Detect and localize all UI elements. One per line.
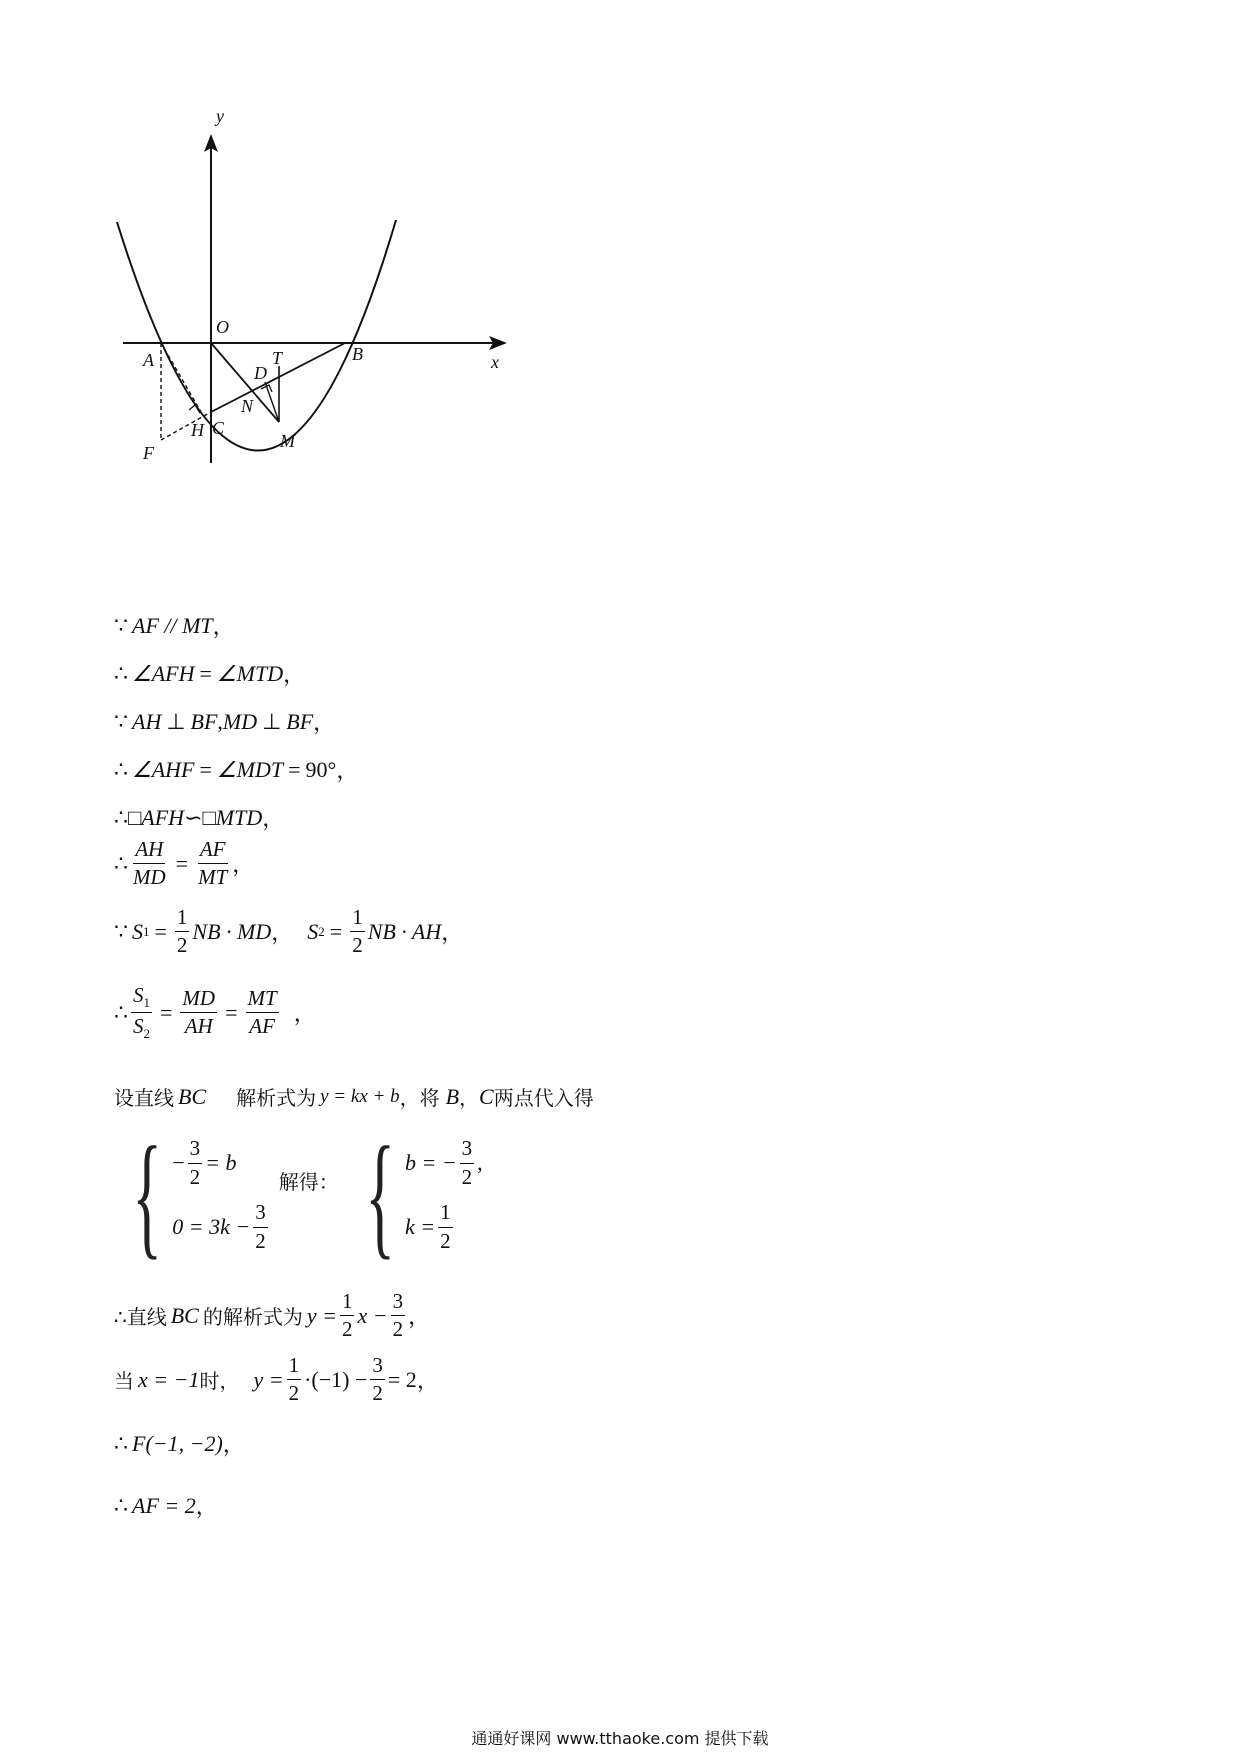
numerator: 1	[287, 1354, 302, 1380]
sep: ,	[217, 708, 223, 734]
line-md	[265, 382, 279, 422]
equation-system	[114, 1118, 483, 1271]
solution-row-2	[405, 1197, 483, 1257]
fraction-mt-af	[246, 987, 279, 1038]
equals: =	[329, 918, 343, 944]
angle-afh: ∠AFH	[132, 660, 195, 686]
comma: ，	[195, 1494, 218, 1519]
subscript-1: 1	[143, 995, 150, 1010]
denominator: 2	[440, 1228, 451, 1253]
denominator: 2	[341, 1317, 353, 1342]
numerator	[131, 984, 152, 1013]
line-similar	[114, 802, 284, 833]
left-brace: {	[364, 1118, 395, 1271]
x-minus: x −	[357, 1302, 388, 1328]
text-two-points: 两点代入得	[493, 1086, 594, 1110]
label-t: T	[272, 348, 283, 368]
subscript-1: 1	[143, 923, 150, 939]
equals: =	[154, 918, 167, 944]
point-f-coords: F(−1, −2)	[132, 1430, 223, 1456]
text-expression-is: 的解析式为	[202, 1305, 303, 1330]
result: = 2	[387, 1366, 417, 1392]
equals: =	[288, 756, 301, 782]
line-bc-expression	[114, 1290, 430, 1341]
equation-kx-b: y = kx + b	[320, 1085, 400, 1107]
seg-bf-2: BF	[286, 708, 314, 734]
denominator: 2	[189, 1164, 201, 1189]
denominator: AF	[249, 1014, 275, 1039]
fraction-half-2	[350, 906, 365, 957]
seg-ah: AH	[132, 708, 162, 734]
line-when-x	[114, 1354, 439, 1405]
denominator: 2	[288, 1381, 300, 1406]
subscript-2: 2	[318, 923, 325, 939]
fraction-md-ah	[180, 987, 217, 1038]
label-b: B	[352, 344, 363, 364]
line-perpendicular	[114, 706, 335, 737]
comma: ，	[293, 1001, 316, 1027]
label-f: F	[143, 443, 154, 463]
area-s: S	[307, 918, 319, 944]
angle-ahf: ∠AHF	[132, 756, 195, 782]
area-s: S	[132, 918, 143, 944]
denominator: 2	[461, 1164, 473, 1189]
parabola-curve	[117, 220, 396, 451]
similar-symbol: ∽	[184, 804, 203, 830]
comma: ，	[262, 806, 285, 831]
therefore-symbol: ∴	[114, 999, 128, 1025]
fraction-three-halves	[391, 1290, 406, 1341]
ninety-degrees: 90°	[305, 756, 337, 782]
numerator: 3	[253, 1201, 268, 1227]
label-a: A	[143, 350, 154, 370]
therefore-symbol: ∴	[114, 850, 128, 876]
parabola-figure	[115, 100, 575, 520]
numerator: 1	[438, 1201, 453, 1227]
x-equals-minus-one: x = −1	[138, 1366, 200, 1392]
numerator: 3	[391, 1290, 406, 1316]
numerator: AF	[198, 838, 228, 864]
comma: ，	[416, 1368, 439, 1394]
comma: ，	[336, 758, 359, 783]
line-ratio	[114, 838, 254, 889]
equals-b: = b	[205, 1150, 237, 1175]
fraction-three-halves-3	[460, 1137, 475, 1188]
point-b: B	[445, 1083, 460, 1109]
seg-md: MD	[222, 708, 258, 734]
numerator: 1	[340, 1290, 355, 1316]
denominator: MT	[198, 865, 228, 890]
times-minus-one: ·(−1) −	[304, 1366, 368, 1392]
equals: =	[199, 660, 212, 686]
perp-symbol: ⊥	[166, 708, 186, 734]
af-equals-two: AF = 2	[132, 1492, 196, 1518]
text-time: 时，	[199, 1369, 240, 1394]
comma: ，	[232, 852, 255, 878]
fraction-three-halves-2	[253, 1201, 268, 1252]
k-equals: k =	[404, 1214, 436, 1239]
label-x: x	[491, 352, 499, 372]
comma: ，	[313, 710, 336, 735]
label-h: H	[191, 420, 204, 440]
denominator: 2	[352, 933, 363, 958]
denominator: 2	[372, 1381, 383, 1406]
comma: ，	[283, 662, 306, 687]
y-equals: y =	[253, 1366, 284, 1392]
line-areas	[114, 906, 463, 957]
numerator: AH	[133, 838, 165, 864]
equals: =	[175, 850, 189, 876]
fraction-one-half	[438, 1201, 453, 1252]
triangle-afh: AFH	[141, 804, 185, 830]
numerator: MD	[180, 987, 217, 1013]
zero-eq-3k: 0 = 3k −	[172, 1214, 251, 1239]
therefore-symbol: ∴	[114, 660, 128, 686]
comma: ，	[271, 920, 294, 946]
b-equals: b = −	[404, 1150, 457, 1175]
equals: =	[160, 999, 173, 1025]
angle-mdt: ∠MDT	[216, 756, 284, 782]
equals: =	[225, 999, 238, 1025]
therefore-symbol: ∴	[114, 1430, 128, 1456]
product-nb-md: NB · MD	[192, 918, 272, 944]
fraction-af-mt	[196, 838, 229, 889]
comma: ,	[477, 1150, 483, 1175]
text-substitute: ，将	[399, 1086, 440, 1110]
system-left	[114, 1118, 271, 1271]
product-nb-ah: NB · AH	[367, 918, 442, 944]
text-expression-is: 解析式为	[236, 1086, 317, 1110]
comma: ，	[408, 1304, 431, 1330]
because-symbol: ∵	[114, 708, 128, 734]
label-m: M	[280, 431, 295, 451]
system-solution	[347, 1118, 483, 1271]
denominator: AH	[184, 1014, 213, 1039]
denominator: MD	[133, 865, 166, 890]
numerator: 3	[188, 1137, 203, 1163]
denominator: 2	[392, 1317, 404, 1342]
line-angle-equal	[114, 658, 305, 689]
perp-symbol: ⊥	[262, 708, 282, 734]
fraction-one-half	[340, 1290, 355, 1341]
fraction-one-half	[287, 1354, 302, 1405]
therefore-symbol: ∴	[114, 804, 128, 830]
angle-mtd: ∠MTD	[216, 660, 284, 686]
equals: =	[199, 756, 212, 782]
system-row-1	[172, 1133, 270, 1193]
numerator: 3	[370, 1354, 385, 1380]
text-set-line: 设直线	[114, 1086, 174, 1110]
line-af-length	[114, 1490, 218, 1521]
page-footer: 通通好课网 www.tthaoke.com 提供下载	[471, 1729, 769, 1748]
fraction-ah-md	[131, 838, 168, 889]
text-therefore-line: ∴直线	[114, 1305, 167, 1330]
triangle-mtd: MTD	[215, 804, 263, 830]
fraction-half	[175, 906, 190, 957]
comma: ，	[212, 614, 235, 639]
point-c: C	[479, 1083, 494, 1109]
y-equals: y =	[306, 1302, 337, 1328]
fraction-three-halves	[188, 1137, 203, 1188]
label-y: y	[216, 106, 224, 126]
therefore-symbol: ∴	[114, 1492, 128, 1518]
denominator: 2	[255, 1228, 266, 1253]
line-bc-name: BC	[178, 1083, 207, 1109]
because-symbol: ∵	[114, 918, 128, 944]
numerator: 1	[175, 906, 190, 932]
label-d: D	[254, 363, 267, 383]
fraction-three-halves	[370, 1354, 385, 1405]
text-when: 当	[114, 1369, 134, 1394]
label-o: O	[216, 317, 229, 337]
area-s: S	[133, 983, 144, 1007]
denominator	[131, 1013, 152, 1041]
therefore-symbol: ∴	[114, 756, 128, 782]
comma: ，	[222, 1432, 245, 1457]
seg-bf: BF	[190, 708, 218, 734]
label-c: C	[212, 418, 225, 438]
denominator: 2	[176, 933, 188, 958]
numerator: 3	[460, 1137, 475, 1163]
comma: ，	[459, 1086, 480, 1110]
numerator: 1	[350, 906, 365, 932]
area-s: S	[133, 1014, 144, 1039]
system-rows	[172, 1133, 270, 1257]
parallel-expr: AF // MT	[132, 612, 213, 638]
line-bc-name: BC	[170, 1302, 199, 1328]
comma: ，	[441, 920, 464, 946]
line-right-angles	[114, 754, 358, 785]
because-symbol: ∵	[114, 612, 128, 638]
subscript-2: 2	[143, 1026, 150, 1042]
fraction-s1-s2	[131, 984, 152, 1042]
line-parallel	[114, 610, 235, 641]
label-n: N	[241, 396, 254, 416]
line-point-f	[114, 1428, 245, 1459]
line-set-bc	[114, 1082, 594, 1111]
text-solve: 解得：	[278, 1169, 339, 1194]
minus-sign: −	[172, 1150, 185, 1175]
left-brace: {	[132, 1118, 163, 1271]
triangle-box-1: □	[128, 804, 142, 830]
triangle-box-2: □	[202, 804, 216, 830]
system-row-2	[172, 1197, 270, 1257]
solution-row-1	[405, 1133, 483, 1193]
line-area-ratio	[114, 984, 316, 1042]
solution-rows	[405, 1133, 483, 1257]
numerator: MT	[246, 987, 279, 1013]
